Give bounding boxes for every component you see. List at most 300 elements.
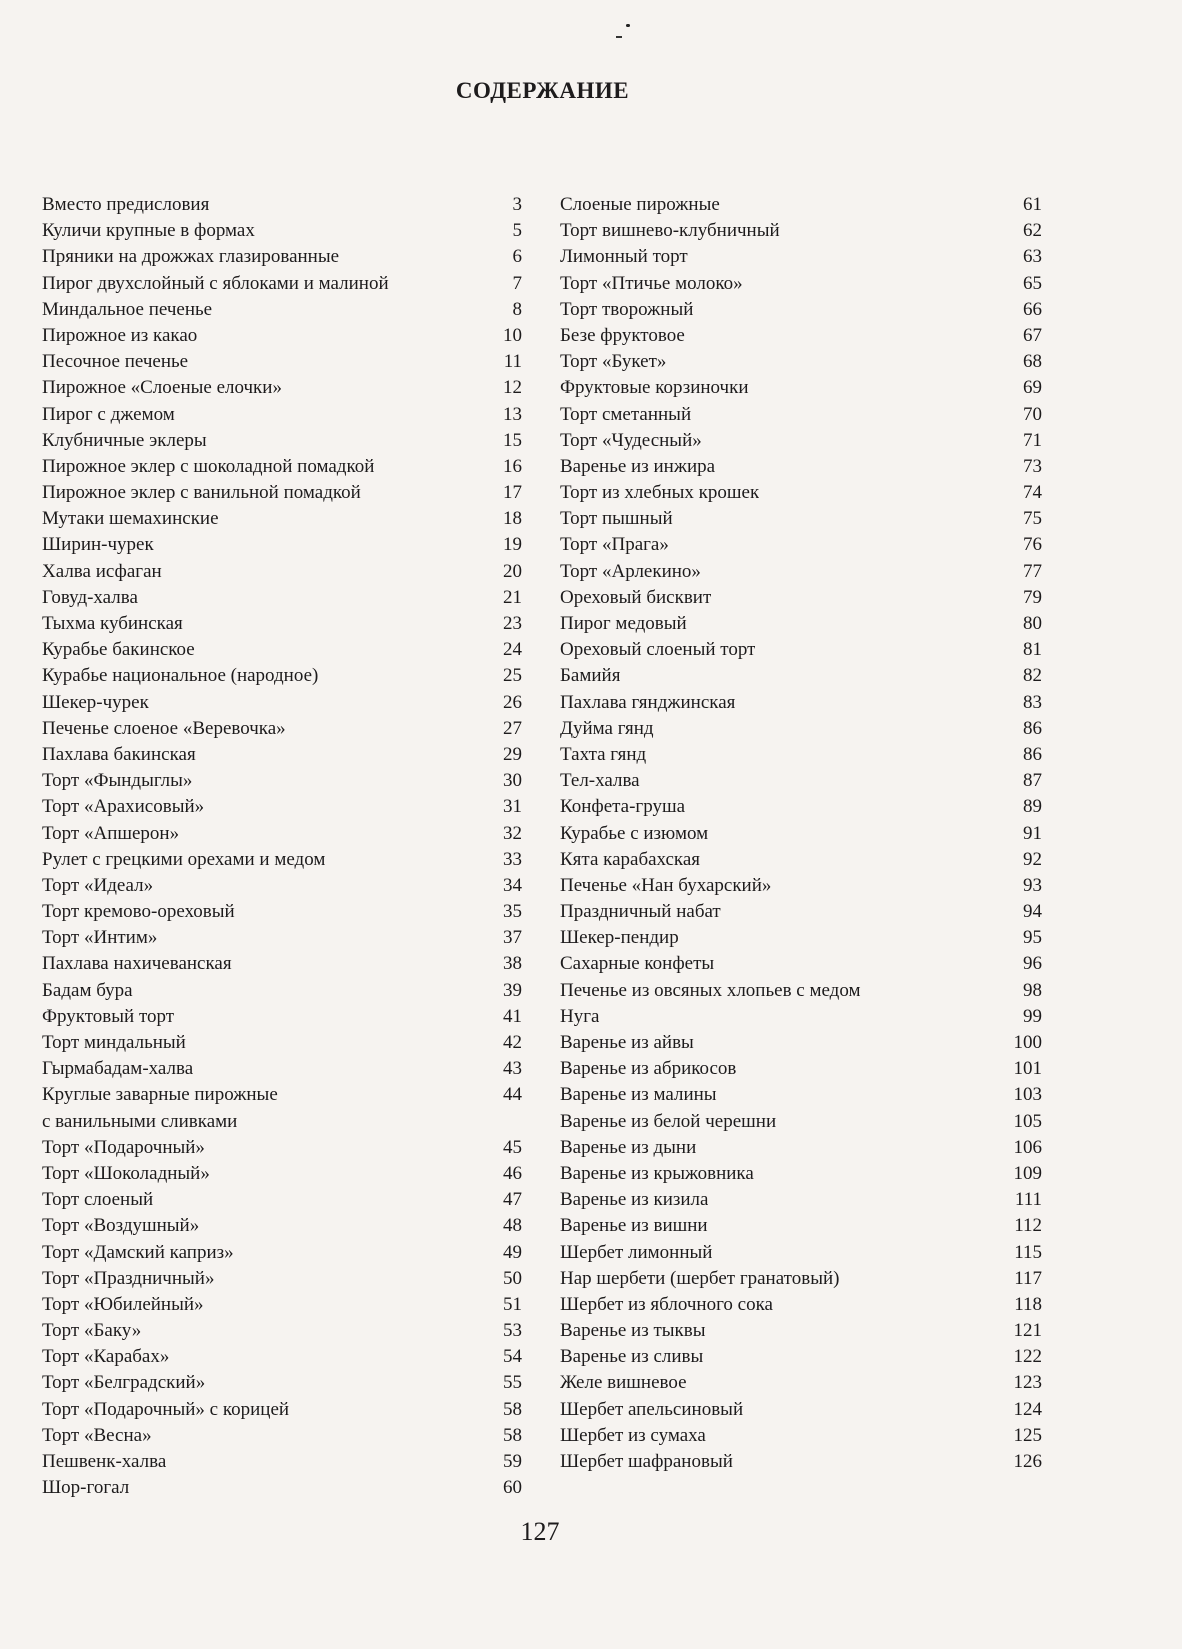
toc-entry-title: Варенье из вишни [560,1215,708,1237]
toc-entry [42,1056,522,1082]
toc-entry-page: 16 [503,455,522,477]
toc-entry [42,847,522,873]
toc-entry-title: Торт миндальный [42,1032,186,1053]
toc-entry-title: Торт «Весна» [42,1424,152,1446]
toc-entry-title: Торт вишнево-клубничный [560,220,780,242]
toc-entry [42,375,522,401]
toc-entry-page: 70 [1023,403,1042,425]
toc-entry-page: 117 [1014,1267,1042,1289]
toc-entry-title: Торт «Прага» [560,534,669,556]
toc-entry-page: 32 [503,822,522,844]
toc-entry [560,402,1042,428]
toc-entry-title: Торт «Баку» [42,1320,142,1342]
toc-entry-page: 25 [503,665,522,687]
toc-entry-title: Торт «Шоколадный» [42,1162,210,1184]
toc-entry [42,873,522,899]
toc-entry-page: 35 [503,901,522,923]
toc-entry-page: 59 [503,1451,522,1472]
toc-entry-page: 111 [1014,1189,1042,1211]
toc-entry [560,375,1042,401]
toc-entry [560,611,1042,637]
toc-entry-title: Гырмабадам-халва [42,1058,194,1080]
toc-entry-page: 49 [503,1241,522,1263]
toc-entry-title: с ванильными сливками [42,1110,238,1132]
toc-entry [560,1266,1042,1292]
toc-entry-title: Торт «Арлекино» [560,560,701,582]
toc-entry-title: Пахлава нахичеванская [42,953,232,975]
toc-entry-page: 58 [503,1398,522,1420]
toc-entry-title: Торт из хлебных крошек [560,482,760,504]
toc-entry [560,690,1042,716]
toc-entry-page: 82 [1023,665,1042,687]
toc-entry-title: Праздничный набат [560,901,721,923]
toc-entry-page: 54 [503,1346,522,1368]
toc-entry-title: Курабье бакинское [42,639,195,661]
toc-entry-title: Бамийя [560,665,621,687]
toc-entry-title: Ореховый слоеный торт [560,639,756,661]
toc-entry-title: Печенье «Нан бухарский» [560,874,772,896]
toc-entry-title: Пахлава бакинская [42,743,196,765]
toc-entry-title: Ширин-чурек [42,534,154,556]
toc-entry-page: 76 [1023,534,1042,556]
toc-entry [560,559,1042,585]
toc-entry-page: 93 [1023,874,1042,896]
toc-entry-title: Варенье из белой черешни [560,1110,777,1132]
toc-entry-title: Варенье из инжира [560,455,716,477]
toc-entry [560,925,1042,951]
toc-entry [560,585,1042,611]
toc-entry-page: 66 [1023,298,1042,320]
toc-entry [560,1056,1042,1082]
toc-entry [42,1318,522,1344]
toc-entry [42,1082,522,1108]
toc-entry-title: Торт «Праздничный» [42,1267,215,1289]
toc-entry [560,1213,1042,1239]
toc-entry-page: 123 [1013,1372,1042,1394]
toc-entry [560,532,1042,558]
toc-entry-page: 30 [503,770,522,792]
toc-entry [42,1135,522,1161]
toc-entry-title: Пирог двухслойный с яблоками и малиной [42,272,389,294]
toc-entry-title: Ореховый бисквит [560,586,712,608]
toc-entry-title: Тел-халва [560,770,640,792]
toc-entry-title: Торт «Апшерон» [42,822,180,844]
toc-entry-title: Кята карабахская [560,848,701,870]
toc-entry [560,794,1042,820]
toc-entry-page: 50 [503,1267,522,1289]
toc-entry-title: Торт «Интим» [42,927,158,949]
toc-entry-title: Говуд-халва [42,586,138,608]
toc-entry [42,559,522,585]
toc-entry-title: Шербет апельсиновый [560,1398,744,1420]
toc-entry-title: Халва исфаган [42,560,162,582]
toc-entry-page: 124 [1013,1398,1042,1420]
toc-entry [42,1397,522,1423]
toc-entry [560,716,1042,742]
toc-left-column [42,192,522,1501]
toc-entry [42,532,522,558]
toc-entry [560,663,1042,689]
toc-entry-title: Варенье из тыквы [560,1320,706,1342]
toc-entry [560,192,1042,218]
toc-entry-page: 12 [503,377,522,399]
toc-entry [42,899,522,925]
toc-entry-title: Тыхма кубинская [42,613,183,634]
toc-entry-title: Куличи крупные в формах [42,220,255,242]
toc-entry-page: 21 [503,586,522,608]
toc-entry-title: Сахарные конфеты [560,953,715,975]
toc-entry-title: Курабье национальное (народное) [42,665,319,687]
toc-entry-title: Курабье с изюмом [560,822,709,844]
toc-entry-page: 34 [503,874,522,896]
toc-entry [42,716,522,742]
toc-entry-page: 51 [503,1293,522,1315]
toc-entry-page: 74 [1023,482,1042,504]
toc-entry-title: Пирожное из какао [42,324,198,346]
toc-entry [42,925,522,951]
toc-entry-title: Пряники на дрожжах глазированные [42,246,340,268]
toc-entry [42,192,522,218]
toc-entry [560,1292,1042,1318]
toc-entry-page: 17 [503,482,522,504]
toc-entry-title: Варенье из дыни [560,1136,697,1158]
toc-entry [560,768,1042,794]
toc-entry [42,244,522,270]
toc-entry-page: 61 [1023,194,1042,215]
toc-entry [42,297,522,323]
toc-entry-page: 65 [1023,272,1042,294]
toc-entry-page: 44 [503,1084,522,1106]
toc-entry-page: 27 [503,717,522,739]
toc-entry [42,611,522,637]
toc-entry [560,873,1042,899]
toc-entry [560,637,1042,663]
toc-entry-title: Пирожное эклер с шоколадной помадкой [42,455,375,477]
toc-entry [42,690,522,716]
toc-entry-title: Варенье из айвы [560,1032,694,1053]
toc-entry-title: Торт «Белградский» [42,1372,206,1394]
toc-entry [42,742,522,768]
toc-entry-title: Варенье из сливы [560,1346,704,1368]
toc-entry-title: Шербет из сумаха [560,1424,706,1446]
toc-entry [42,768,522,794]
toc-entry-page: 125 [1013,1424,1042,1446]
toc-entry-title: Торт «Подарочный» [42,1136,205,1158]
toc-entry [560,323,1042,349]
toc-entry [560,1397,1042,1423]
toc-entry [42,1004,522,1030]
toc-entry-page: 46 [503,1162,522,1184]
toc-entry-title: Бадам бура [42,979,133,1001]
toc-entry [42,1292,522,1318]
toc-entry-page: 18 [503,508,522,530]
toc-entry-page: 75 [1023,508,1042,530]
toc-entry [42,1449,522,1475]
toc-entry-page: 80 [1023,613,1042,634]
toc-entry [560,1449,1042,1475]
toc-entry-page: 5 [512,220,522,242]
toc-entry [560,1187,1042,1213]
toc-entry-page: 92 [1023,848,1042,870]
toc-entry-title: Фруктовый торт [42,1005,175,1027]
print-speck [626,24,630,27]
toc-entry [560,1240,1042,1266]
toc-entry [42,637,522,663]
toc-entry-title: Торт сметанный [560,403,692,425]
toc-entry-title: Торт «Юбилейный» [42,1293,204,1315]
toc-entry-page: 89 [1023,796,1042,818]
toc-entry-title: Нуга [560,1005,600,1027]
toc-entry [560,297,1042,323]
toc-entry-title: Клубничные эклеры [42,429,207,451]
toc-entry-title: Шербет лимонный [560,1241,713,1263]
toc-right-column [560,192,1042,1475]
toc-entry-page: 98 [1023,979,1042,1001]
toc-entry-page: 86 [1023,717,1042,739]
toc-entry-title: Пахлава гянджинская [560,691,736,713]
toc-entry [560,899,1042,925]
toc-entry [42,402,522,428]
toc-entry [560,1030,1042,1056]
toc-entry [42,794,522,820]
toc-entry-title: Тахта гянд [560,743,647,765]
toc-entry-page: 71 [1023,429,1042,451]
toc-entry-page: 31 [503,796,522,818]
toc-entry-page: 77 [1023,560,1042,582]
toc-entry-title: Мутаки шемахинские [42,508,219,530]
toc-entry-page: 45 [503,1136,522,1158]
toc-entry [42,428,522,454]
toc-entry-title: Торт «Фындыглы» [42,770,193,792]
toc-entry-title: Печенье из овсяных хлопьев с медом [560,979,861,1001]
toc-entry-title: Торт «Букет» [560,351,667,373]
toc-entry-page: 94 [1023,901,1042,923]
toc-entry-page: 121 [1013,1320,1042,1342]
page-number: 127 [520,1517,560,1546]
toc-entry [42,951,522,977]
toc-entry [560,742,1042,768]
toc-entry [560,1161,1042,1187]
toc-entry-page: 95 [1023,927,1042,949]
toc-entry [560,1004,1042,1030]
toc-entry [560,1109,1042,1135]
toc-entry-page: 26 [503,691,522,713]
toc-entry-page: 53 [503,1320,522,1342]
toc-entry [42,1030,522,1056]
toc-entry-page: 63 [1023,246,1042,268]
toc-entry-title: Желе вишневое [560,1372,687,1394]
toc-entry-title: Фруктовые корзиночки [560,377,749,399]
toc-entry-page: 109 [1013,1162,1042,1184]
toc-entry-title: Торт творожный [560,298,694,320]
toc-entry [560,847,1042,873]
toc-entry-page: 118 [1014,1293,1042,1315]
toc-entry-title: Вместо предисловия [42,194,210,215]
toc-entry [42,323,522,349]
toc-entry-page: 6 [512,246,522,268]
toc-entry-page: 86 [1023,743,1042,765]
toc-entry-title: Шербет шафрановый [560,1451,733,1472]
toc-entry-page: 29 [503,743,522,765]
toc-entry [42,1423,522,1449]
page-title: СОДЕРЖАНИЕ [455,78,630,103]
toc-entry [42,271,522,297]
toc-entry-page: 23 [503,613,522,634]
toc-entry-title: Торт «Чудесный» [560,429,702,451]
toc-entry-title: Круглые заварные пирожные [42,1084,278,1106]
toc-entry-page: 101 [1013,1058,1042,1080]
toc-entry [42,1370,522,1396]
toc-entry-title: Конфета-груша [560,796,686,818]
toc-entry-page: 20 [503,560,522,582]
toc-entry-page: 115 [1014,1241,1042,1263]
toc-entry [560,244,1042,270]
toc-entry [560,951,1042,977]
toc-entry [560,349,1042,375]
toc-entry-page: 105 [1013,1110,1042,1132]
toc-entry-title: Торт «Подарочный» с корицей [42,1398,290,1420]
toc-entry-title: Варенье из крыжовника [560,1162,754,1184]
toc-entry-page: 67 [1023,324,1042,346]
toc-entry-page: 48 [503,1215,522,1237]
toc-entry [42,1109,522,1135]
toc-entry-page: 47 [503,1189,522,1211]
toc-entry-title: Пирожное эклер с ванильной помадкой [42,482,361,504]
toc-entry [42,821,522,847]
toc-entry-page: 73 [1023,455,1042,477]
toc-entry [42,1344,522,1370]
toc-entry-title: Шор-гогал [42,1477,130,1499]
toc-entry-page: 79 [1023,586,1042,608]
toc-entry [42,1213,522,1239]
toc-entry [560,506,1042,532]
toc-entry-title: Торт «Дамский каприз» [42,1241,234,1263]
toc-entry-page: 122 [1013,1346,1042,1368]
toc-entry-title: Торт «Арахисовый» [42,796,205,818]
toc-entry-title: Торт кремово-ореховый [42,901,235,923]
toc-entry [42,663,522,689]
toc-entry-title: Печенье слоеное «Веревочка» [42,717,286,739]
toc-entry-title: Пирог с джемом [42,403,175,425]
toc-entry-page: 112 [1014,1215,1042,1237]
toc-entry-page: 38 [503,953,522,975]
toc-entry [42,1161,522,1187]
toc-entry-title: Торт «Идеал» [42,874,154,896]
toc-entry-page: 39 [503,979,522,1001]
toc-entry-title: Пирожное «Слоеные елочки» [42,377,282,399]
toc-entry-title: Варенье из кизила [560,1189,709,1211]
toc-entry [42,454,522,480]
toc-entry [42,1187,522,1213]
toc-entry-page: 55 [503,1372,522,1394]
print-speck [616,36,622,38]
toc-entry-page: 81 [1023,639,1042,661]
toc-entry [560,271,1042,297]
toc-entry-page: 58 [503,1424,522,1446]
toc-entry [42,1475,522,1501]
toc-entry [560,480,1042,506]
toc-entry-page: 11 [503,351,522,373]
toc-entry [560,218,1042,244]
toc-entry-page: 19 [503,534,522,556]
toc-entry [42,480,522,506]
toc-entry-title: Шекер-пендир [560,927,679,949]
toc-entry-page: 87 [1023,770,1042,792]
toc-entry-page: 60 [503,1477,522,1499]
toc-entry [42,349,522,375]
toc-entry [560,454,1042,480]
toc-entry-title: Миндальное печенье [42,298,213,320]
toc-entry-page: 103 [1013,1084,1042,1106]
toc-entry-page: 62 [1023,220,1042,242]
toc-entry-title: Торт «Птичье молоко» [560,272,743,294]
toc-entry-title: Песочное печенье [42,351,189,373]
toc-entry-page: 24 [503,639,522,661]
toc-entry [560,821,1042,847]
toc-entry-title: Торт «Карабах» [42,1346,170,1368]
toc-entry-page: 100 [1013,1032,1042,1053]
toc-entry [42,506,522,532]
toc-entry [560,428,1042,454]
toc-entry-page: 99 [1023,1005,1042,1027]
toc-entry-title: Лимонный торт [560,246,688,268]
toc-entry-page: 69 [1023,377,1042,399]
toc-entry-page: 15 [503,429,522,451]
toc-entry-page: 68 [1023,351,1042,373]
toc-entry-title: Слоеные пирожные [560,194,720,215]
toc-entry-title: Нар шербети (шербет гранатовый) [560,1267,840,1289]
toc-entry [42,1266,522,1292]
toc-entry-page: 37 [503,927,522,949]
toc-entry-title: Торт «Воздушный» [42,1215,200,1237]
toc-entry [560,1423,1042,1449]
toc-entry-title: Дуйма гянд [560,717,654,739]
toc-entry [560,1082,1042,1108]
toc-entry [560,1318,1042,1344]
toc-entry-page: 41 [503,1005,522,1027]
toc-entry-page: 3 [512,194,522,215]
toc-entry-title: Варенье из малины [560,1084,717,1106]
toc-entry [560,1344,1042,1370]
toc-entry-title: Пешвенк-халва [42,1451,167,1472]
toc-entry-page: 7 [512,272,522,294]
toc-entry-page: 91 [1023,822,1042,844]
toc-entry-page: 42 [503,1032,522,1053]
toc-entry-page: 10 [503,324,522,346]
toc-entry-title: Безе фруктовое [560,324,685,346]
toc-entry-title: Торт пышный [560,508,673,530]
toc-entry [42,1240,522,1266]
toc-entry-title: Пирог медовый [560,613,687,634]
toc-entry-page: 8 [512,298,522,320]
toc-entry [42,585,522,611]
toc-entry-page: 83 [1023,691,1042,713]
toc-entry-page: 106 [1013,1136,1042,1158]
toc-entry-page: 96 [1023,953,1042,975]
toc-entry-page: 33 [503,848,522,870]
toc-entry-title: Шербет из яблочного сока [560,1293,773,1315]
toc-entry-title: Торт слоеный [42,1189,154,1211]
toc-entry [42,978,522,1004]
toc-entry-page: 13 [503,403,522,425]
toc-entry-page: 43 [503,1058,522,1080]
toc-entry-title: Варенье из абрикосов [560,1058,737,1080]
toc-entry-title: Шекер-чурек [42,691,149,713]
toc-entry [560,1370,1042,1396]
toc-entry [560,978,1042,1004]
toc-entry-page: 126 [1013,1451,1042,1472]
toc-entry [560,1135,1042,1161]
